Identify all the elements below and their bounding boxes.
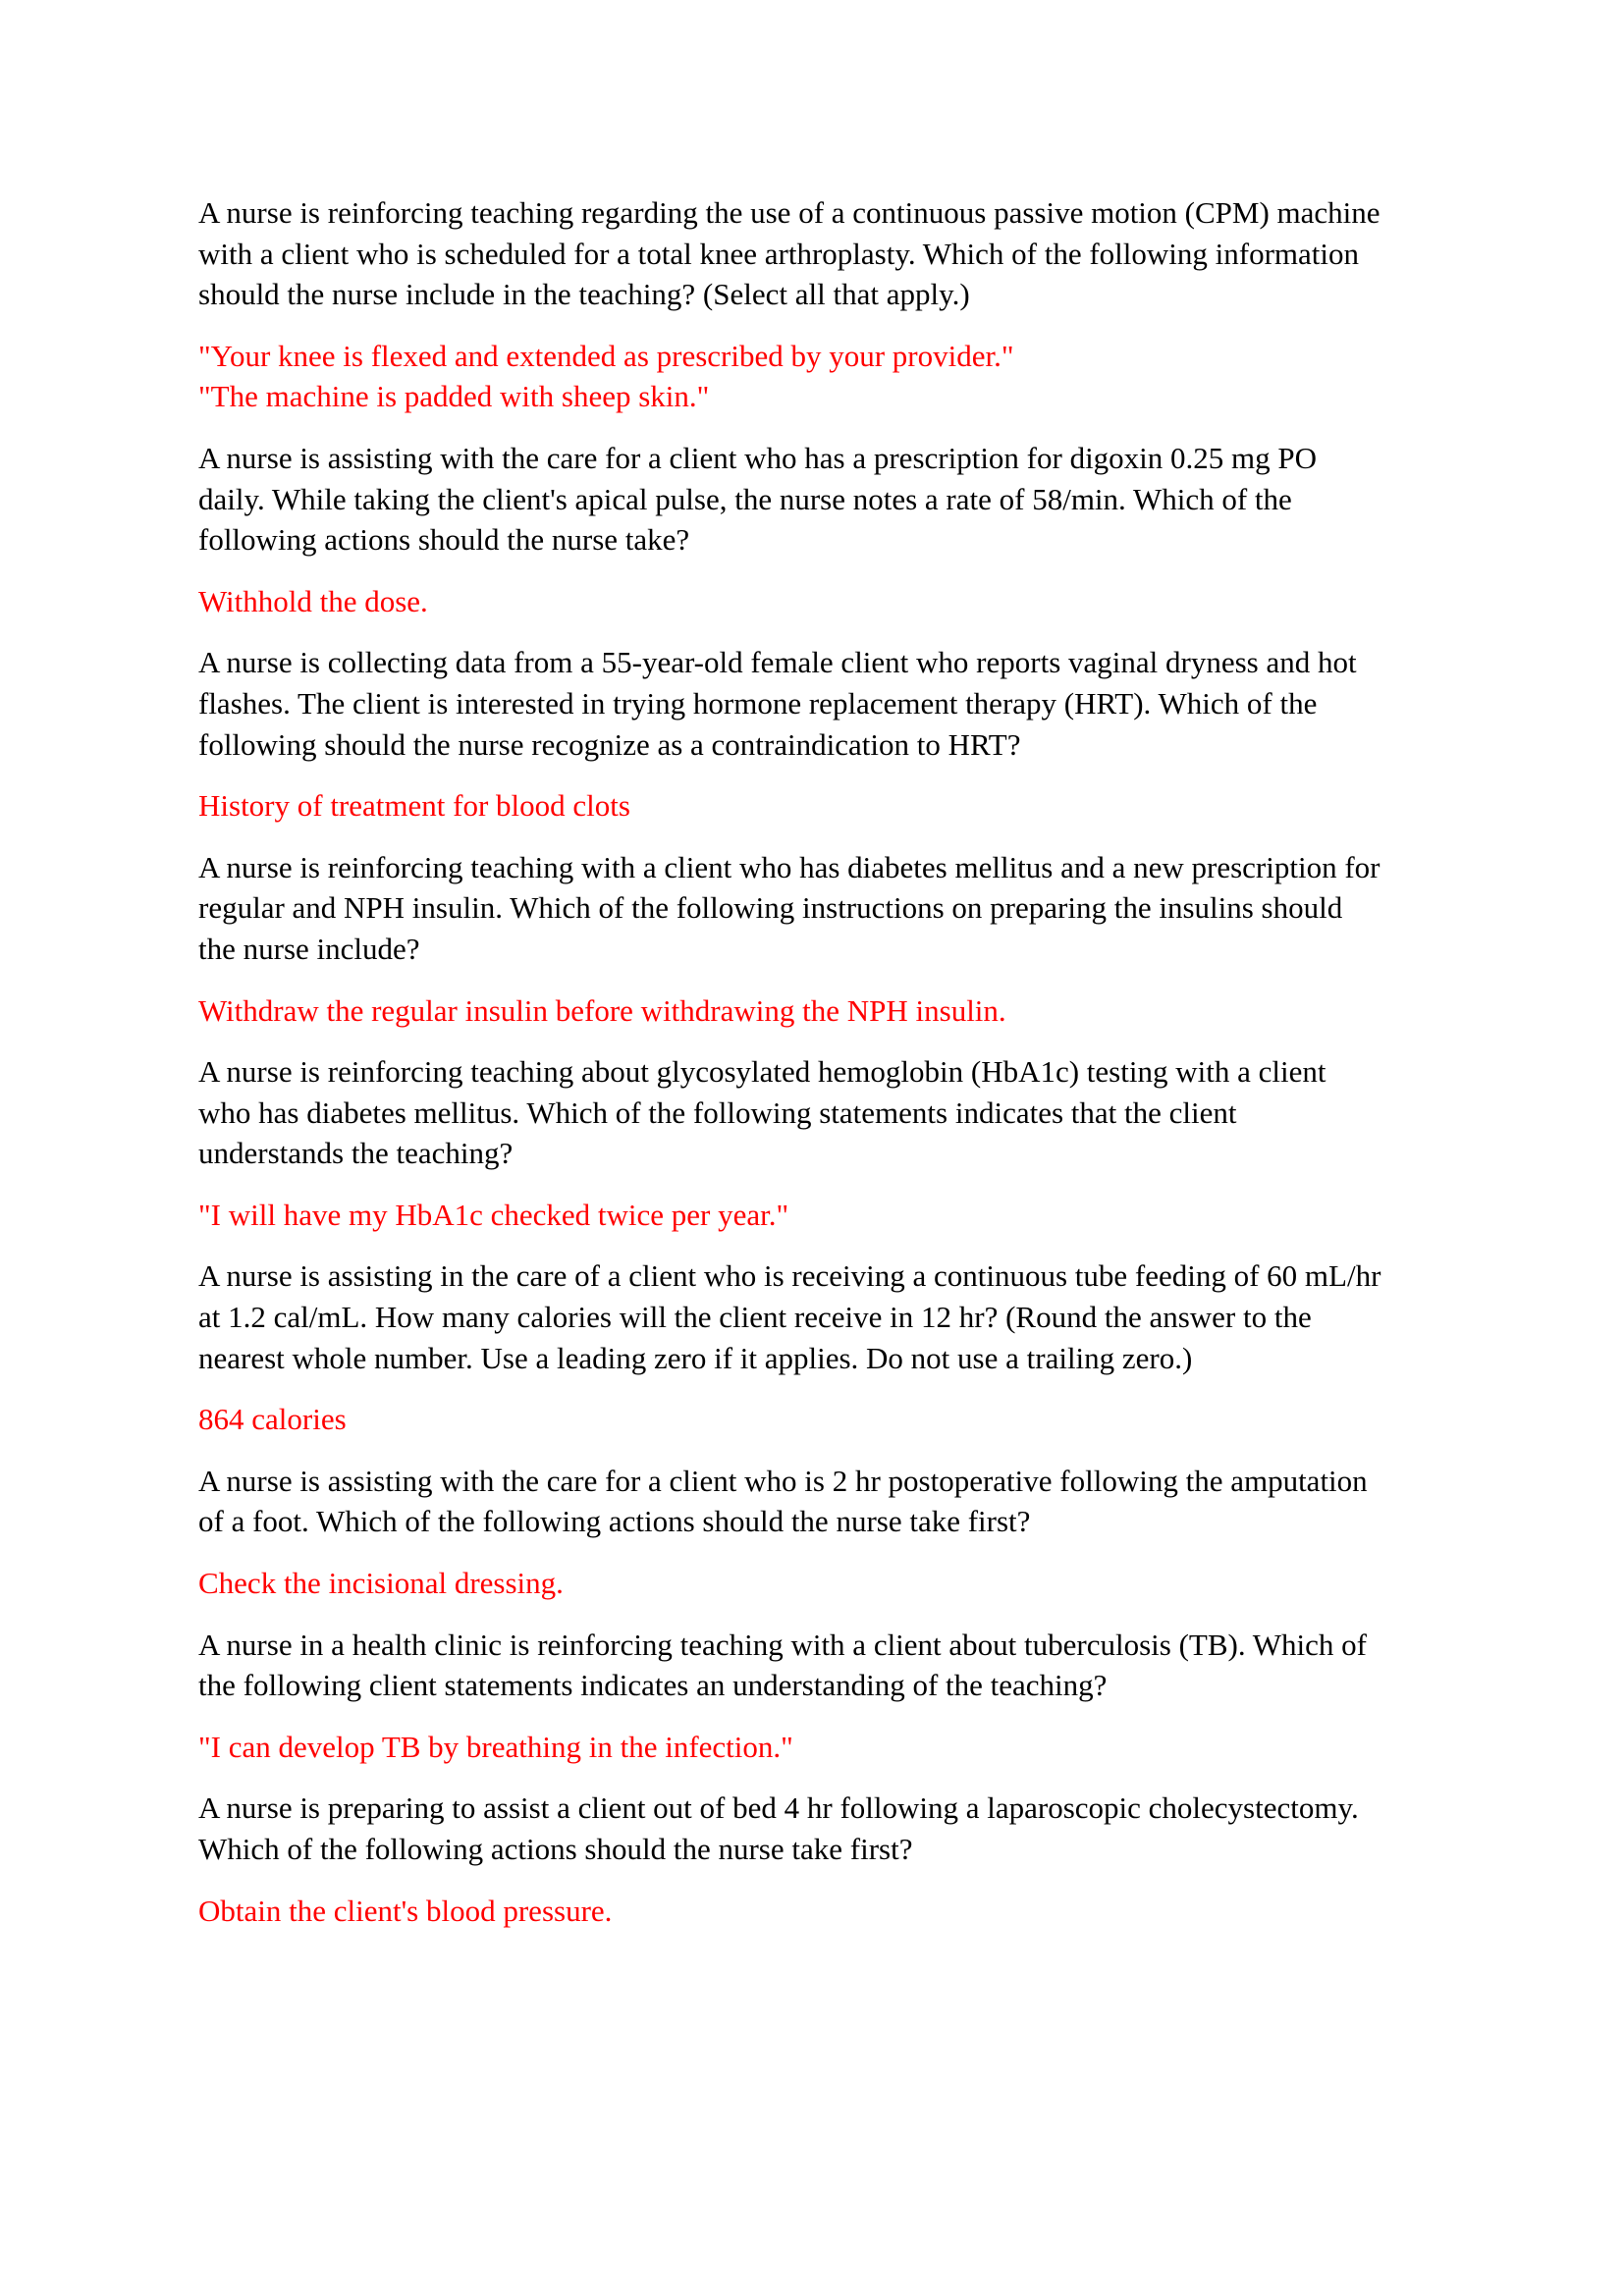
question-line: who has diabetes mellitus. Which of the following statements indicates that the client <box>198 1095 1237 1130</box>
question-line: A nurse is assisting with the care for a client who is 2 hr postoperative following the amputation <box>198 1463 1368 1498</box>
question-7 <box>198 1461 1534 1542</box>
answer-6 <box>198 1399 1534 1440</box>
question-line: following should the nurse recognize as a contraindication to HRT? <box>198 726 1021 762</box>
answer-7 <box>198 1563 1534 1604</box>
question-line: A nurse in a health clinic is reinforcing teaching with a client about tuberculosis (TB). Which of <box>198 1627 1368 1662</box>
question-6 <box>198 1255 1534 1378</box>
question-5 <box>198 1051 1534 1174</box>
question-line: A nurse is assisting in the care of a client who is receiving a continuous tube feeding of 60 mL/hr <box>198 1258 1381 1294</box>
question-line: with a client who is scheduled for a total knee arthroplasty. Which of the following information <box>198 236 1359 271</box>
question-line: A nurse is reinforcing teaching with a client who has diabetes mellitus and a new prescription for <box>198 849 1380 884</box>
answer-line: Withhold the dose. <box>198 583 428 618</box>
document-body <box>198 192 1534 1951</box>
question-line: understands the teaching? <box>198 1136 514 1171</box>
question-line: following actions should the nurse take? <box>198 522 690 558</box>
question-4 <box>198 847 1534 970</box>
answer-line: "I can develop TB by breathing in the infection." <box>198 1729 793 1764</box>
answer-line: History of treatment for blood clots <box>198 788 630 824</box>
answer-line: Check the incisional dressing. <box>198 1566 564 1601</box>
question-line: nearest whole number. Use a leading zero if it applies. Do not use a trailing zero.) <box>198 1340 1193 1375</box>
answer-5 <box>198 1195 1534 1236</box>
question-line: at 1.2 cal/mL. How many calories will the client receive in 12 hr? (Round the answer to the <box>198 1300 1312 1335</box>
question-line: Which of the following actions should the nurse take first? <box>198 1832 913 1866</box>
answer-line: "I will have my HbA1c checked twice per year." <box>198 1197 789 1232</box>
answer-2 <box>198 581 1534 622</box>
question-line: A nurse is reinforcing teaching regarding the use of a continuous passive motion (CPM) machine <box>198 195 1380 230</box>
answer-4 <box>198 990 1534 1032</box>
question-line: flashes. The client is interested in trying hormone replacement therapy (HRT). Which of the <box>198 685 1318 721</box>
question-8 <box>198 1625 1534 1706</box>
answer-3 <box>198 785 1534 827</box>
question-line: A nurse is collecting data from a 55-year-old female client who reports vaginal dryness and hot <box>198 645 1357 680</box>
answer-line: "Your knee is flexed and extended as prescribed by your provider." <box>198 338 1014 373</box>
answer-line: Withdraw the regular insulin before withdrawing the NPH insulin. <box>198 992 1006 1028</box>
question-line: of a foot. Which of the following actions should the nurse take first? <box>198 1504 1031 1539</box>
question-line: the following client statements indicates an understanding of the teaching? <box>198 1668 1108 1703</box>
question-line: A nurse is reinforcing teaching about glycosylated hemoglobin (HbA1c) testing with a client <box>198 1054 1326 1090</box>
question-line: A nurse is assisting with the care for a client who has a prescription for digoxin 0.25 mg PO <box>198 440 1318 475</box>
question-line: daily. While taking the client's apical pulse, the nurse notes a rate of 58/min. Which of the <box>198 481 1292 516</box>
question-line: A nurse is preparing to assist a client out of bed 4 hr following a laparoscopic cholecystectomy. <box>198 1790 1359 1826</box>
answer-8 <box>198 1727 1534 1768</box>
answer-line: "The machine is padded with sheep skin." <box>198 379 710 414</box>
answer-9 <box>198 1891 1534 1932</box>
question-line: the nurse include? <box>198 931 420 966</box>
answer-line: 864 calories <box>198 1402 347 1437</box>
question-1 <box>198 192 1534 315</box>
answer-1 <box>198 336 1534 417</box>
question-9 <box>198 1788 1534 1869</box>
question-3 <box>198 642 1534 765</box>
question-line: should the nurse include in the teaching? (Select all that apply.) <box>198 277 970 312</box>
question-line: regular and NPH insulin. Which of the following instructions on preparing the insulins should <box>198 890 1343 926</box>
question-2 <box>198 438 1534 561</box>
answer-line: Obtain the client's blood pressure. <box>198 1893 613 1928</box>
